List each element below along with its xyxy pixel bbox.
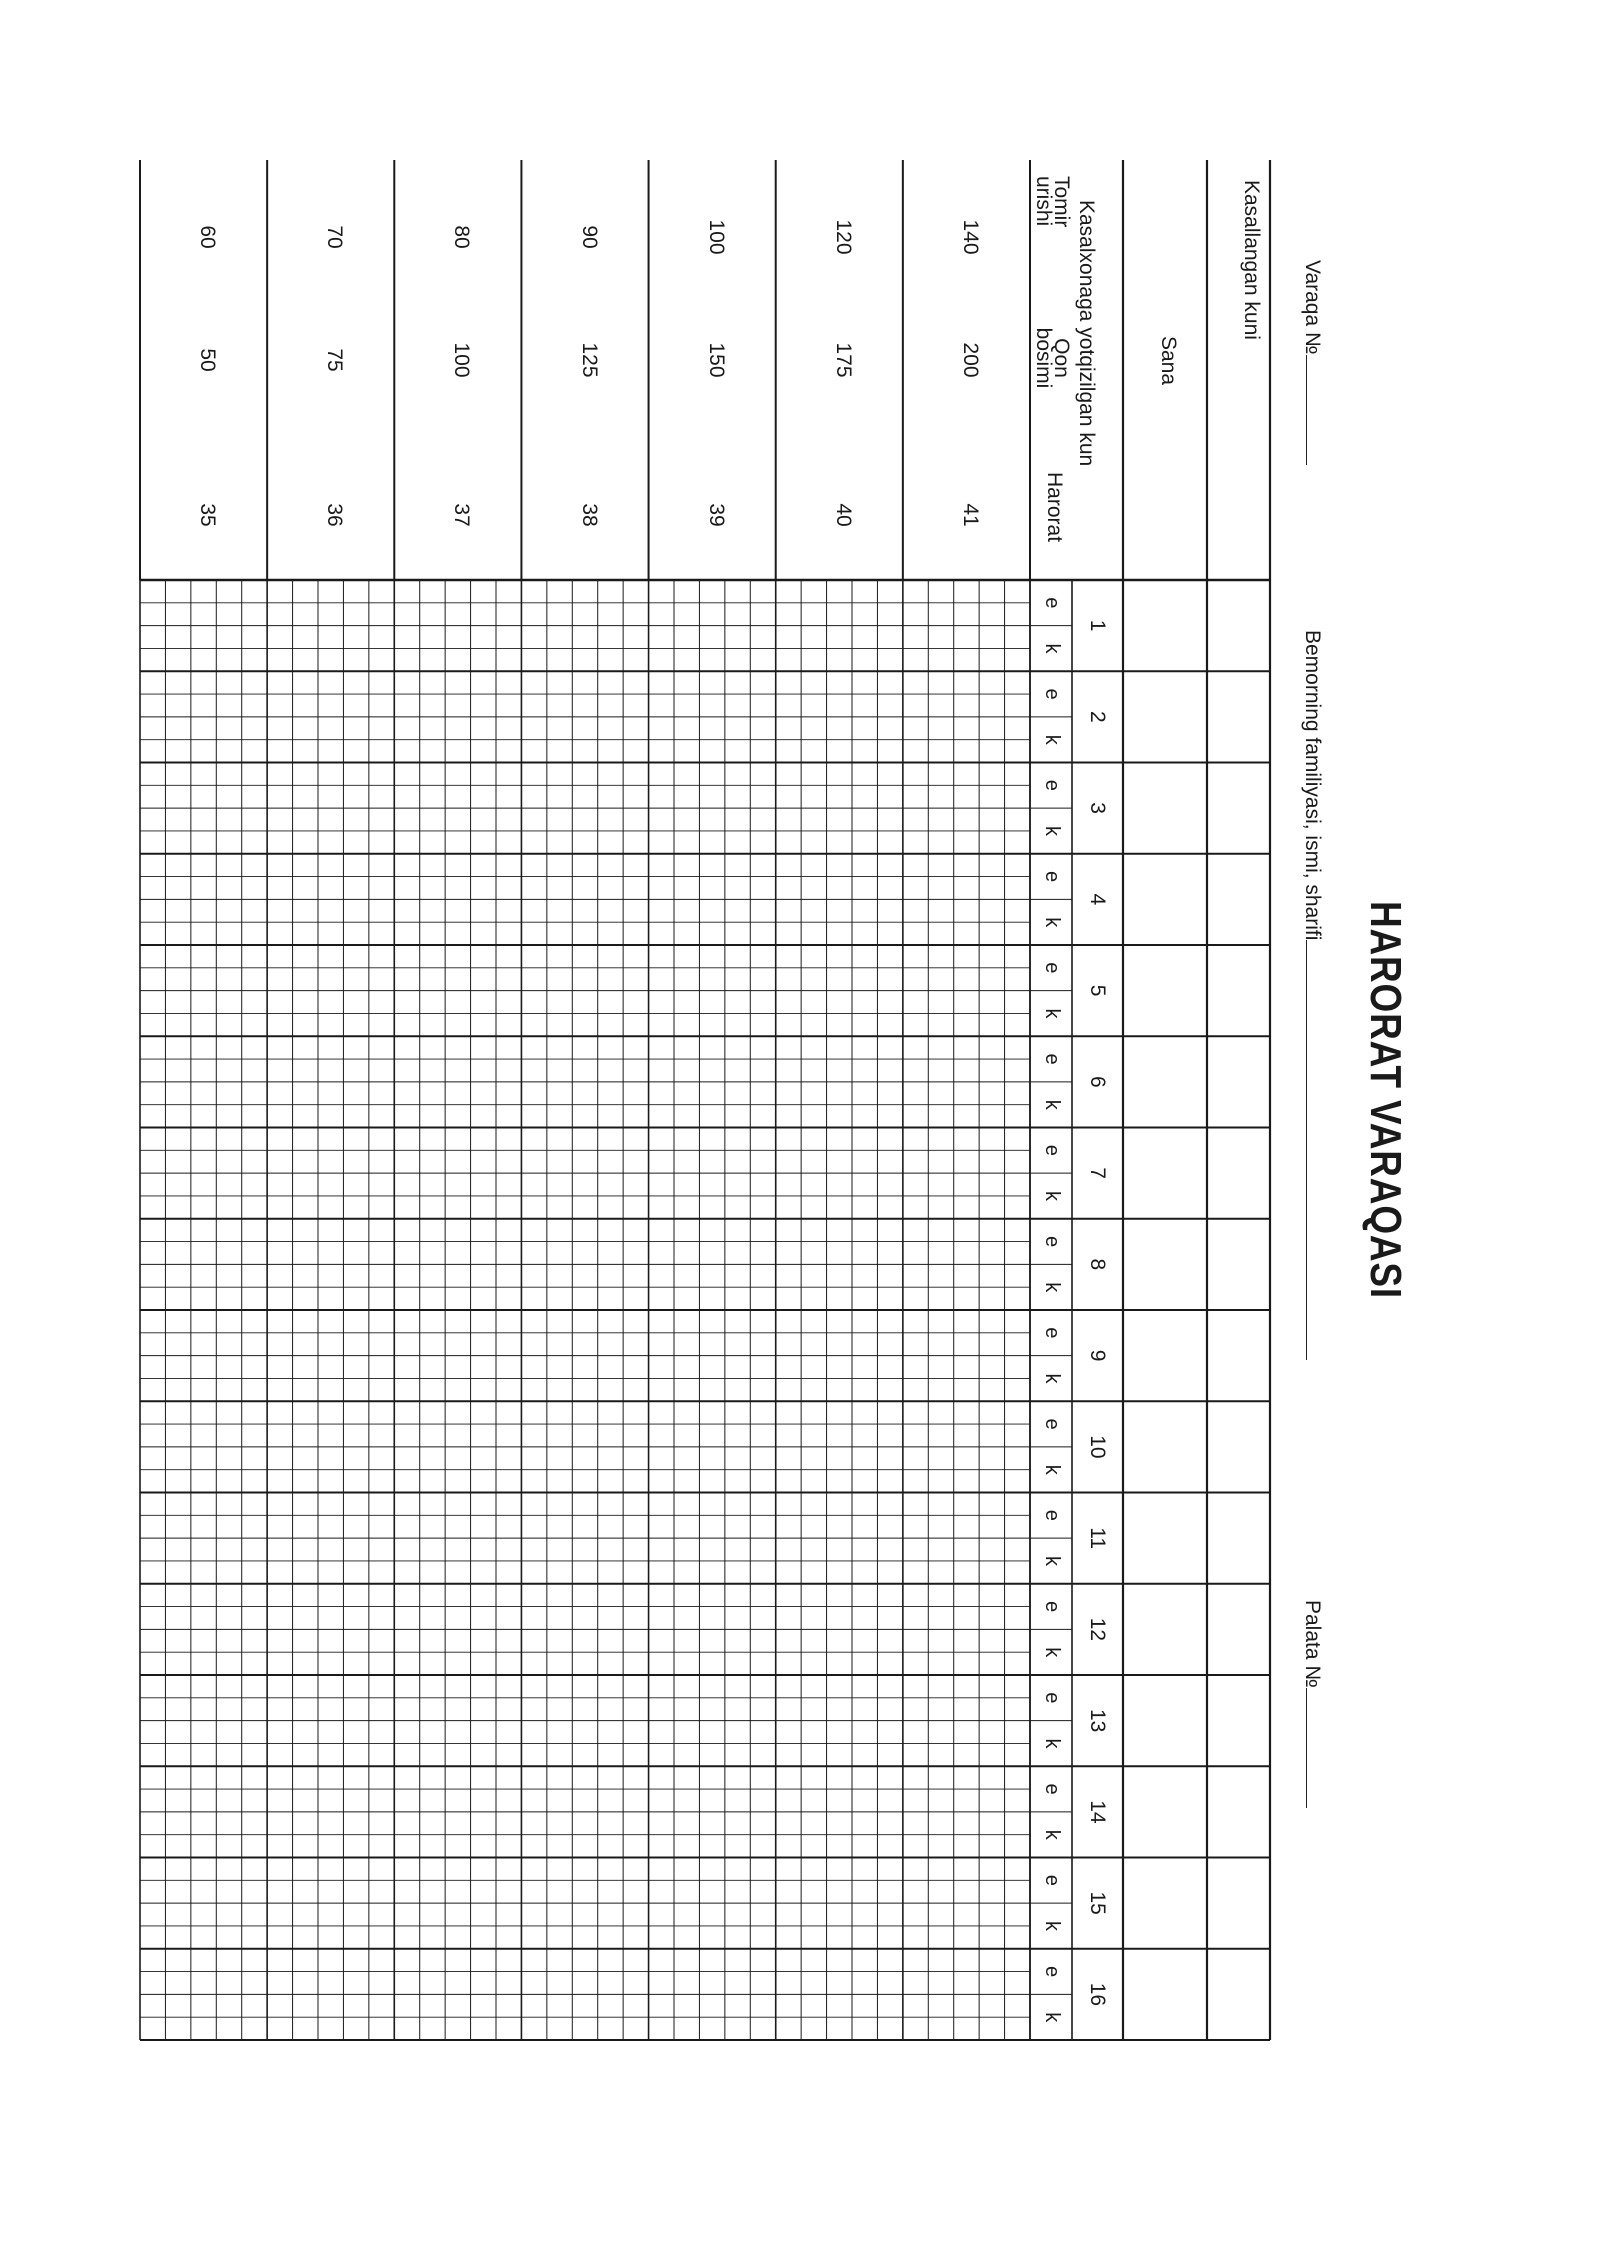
evening-mark: k	[1041, 1373, 1063, 1384]
evening-mark: k	[1041, 1464, 1063, 1475]
evening-mark: k	[1041, 1555, 1063, 1566]
sheet-number-blank[interactable]	[1306, 355, 1325, 465]
evening-mark: k	[1041, 917, 1063, 928]
temperature-column-header: Harorat	[1043, 472, 1066, 543]
evening-mark: k	[1041, 1738, 1063, 1749]
pulse-scale-value: 80	[450, 225, 474, 249]
bp-scale-value: 200	[959, 342, 982, 378]
morning-mark: e	[1041, 597, 1063, 609]
sheet-number-label: Varaqa №	[1301, 260, 1324, 355]
temperature-scale-value: 35	[196, 503, 220, 527]
day-number: 15	[1086, 1891, 1109, 1915]
evening-mark: k	[1041, 1190, 1063, 1201]
morning-mark: e	[1041, 1692, 1063, 1704]
day-number: 1	[1086, 619, 1109, 632]
day-number: 10	[1086, 1435, 1109, 1459]
temperature-scale-value: 40	[831, 503, 855, 527]
temperature-scale-value: 39	[704, 503, 728, 527]
evening-mark: k	[1041, 1282, 1063, 1293]
bp-header-line1: Qon	[1050, 338, 1073, 378]
pulse-scale-value: 90	[577, 225, 601, 249]
morning-mark: e	[1041, 1144, 1063, 1156]
day-number: 12	[1086, 1617, 1109, 1642]
bp-scale-value: 75	[323, 348, 347, 372]
day-number: 11	[1086, 1527, 1109, 1550]
day-number: 6	[1086, 1076, 1109, 1088]
temperature-scale-value: 37	[450, 503, 474, 527]
chart-grid	[120, 150, 1440, 2050]
bp-header-line2: bosimi	[1032, 327, 1055, 389]
evening-mark: k	[1041, 2012, 1063, 2023]
day-number: 8	[1086, 1258, 1109, 1271]
morning-mark: e	[1041, 1509, 1063, 1521]
morning-mark: e	[1041, 1327, 1063, 1339]
pulse-header-line1: Tomir	[1050, 176, 1073, 228]
temperature-scale-value: 41	[959, 503, 982, 527]
day-number: 3	[1086, 802, 1109, 814]
pulse-header-line2: urishi	[1032, 176, 1055, 227]
ward-number-blank[interactable]	[1306, 1688, 1325, 1808]
evening-mark: k	[1041, 734, 1063, 745]
evening-mark: k	[1041, 1829, 1063, 1840]
pulse-column-header	[1032, 176, 1073, 228]
ward-number-field[interactable]	[1300, 1600, 1325, 1808]
morning-mark: e	[1041, 1418, 1063, 1430]
bp-scale-value: 125	[577, 342, 601, 378]
morning-mark: e	[1041, 1601, 1063, 1613]
day-number: 9	[1086, 1349, 1109, 1362]
pulse-scale-value: 60	[196, 225, 220, 249]
morning-mark: e	[1041, 1053, 1063, 1065]
day-number: 14	[1086, 1800, 1109, 1824]
day-number: 7	[1086, 1167, 1109, 1179]
morning-mark: e	[1041, 779, 1063, 791]
evening-mark: k	[1041, 643, 1063, 654]
pulse-scale-value: 100	[704, 219, 728, 255]
temperature-scale-value: 38	[577, 503, 601, 527]
date-label: Sana	[1157, 336, 1180, 386]
evening-mark: k	[1041, 1008, 1063, 1019]
morning-mark: e	[1041, 1966, 1063, 1978]
day-number: 16	[1086, 1982, 1109, 2007]
patient-name-label: Bemorning familiyasi, ismi, sharifi	[1301, 630, 1324, 941]
bp-scale-value: 175	[831, 342, 855, 378]
day-number: 2	[1086, 711, 1109, 723]
bp-scale-value: 100	[450, 342, 474, 378]
sheet-title: HARORAT VARAQASI	[1361, 900, 1410, 1300]
pulse-scale-value: 140	[959, 219, 982, 255]
temperature-sheet	[120, 150, 1440, 2050]
admission-day-label: Kasalxonaga yotqizilgan kun	[1075, 200, 1098, 467]
evening-mark: k	[1041, 825, 1063, 836]
morning-mark: e	[1041, 1783, 1063, 1795]
evening-mark: k	[1041, 1920, 1063, 1931]
day-number: 5	[1086, 984, 1109, 997]
morning-mark: e	[1041, 1236, 1063, 1248]
ward-number-label: Palata №	[1301, 1600, 1324, 1688]
day-number: 13	[1086, 1708, 1109, 1733]
day-number: 4	[1086, 893, 1109, 906]
evening-mark: k	[1041, 1647, 1063, 1658]
patient-name-field[interactable]	[1300, 630, 1325, 1360]
morning-mark: e	[1041, 871, 1063, 883]
pulse-scale-value: 70	[323, 225, 347, 249]
pulse-scale-value: 120	[831, 219, 855, 255]
bp-column-header	[1032, 318, 1073, 398]
morning-mark: e	[1041, 688, 1063, 700]
illness-day-label: Kasallangan kuni	[1240, 180, 1263, 340]
sheet-number-field[interactable]	[1300, 260, 1325, 465]
morning-mark: e	[1041, 962, 1063, 974]
evening-mark: k	[1041, 1099, 1063, 1110]
patient-name-blank[interactable]	[1306, 940, 1325, 1360]
bp-scale-value: 50	[196, 348, 220, 372]
morning-mark: e	[1041, 1874, 1063, 1886]
temperature-scale-value: 36	[323, 503, 347, 527]
bp-scale-value: 150	[704, 342, 728, 378]
